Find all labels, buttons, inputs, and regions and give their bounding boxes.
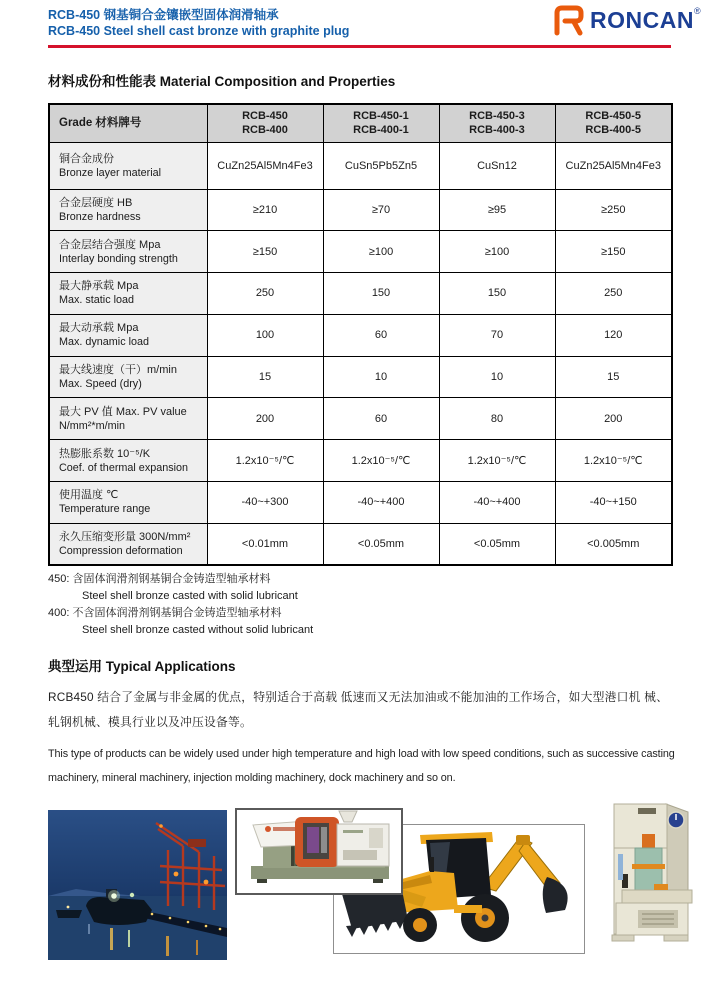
applications-paragraph-en: This type of products can be widely used under high temperature and high load with low speed conditions, such as successive casting machinery, mineral machinery, injection molding machinery, dock machinery and so on.: [48, 748, 675, 784]
registered-trademark-icon: ®: [693, 6, 701, 16]
value-cell: 200: [207, 398, 323, 440]
row-label-cell: [49, 482, 207, 524]
row-label-en: Coef. of thermal expansion: [59, 461, 189, 474]
grade-column-header: [323, 104, 439, 142]
row-label-zh: 最大线速度（干）m/min: [59, 364, 177, 377]
applications-paragraph-zh: RCB450 结合了金属与非金属的优点，特别适合于高载 低速而又无法加油或不能加油的工作场合，如大型港口机 械、轧钢机械、模具行业以及冲压设备等。: [48, 690, 669, 729]
table-row: [49, 273, 672, 315]
value-cell: 15: [555, 356, 672, 398]
grade-name: RCB-400: [242, 124, 288, 137]
value-cell: CuZn25Al5Mn4Fe3: [555, 142, 672, 189]
value-cell: 1.2x10⁻⁵/℃: [323, 440, 439, 482]
row-label-cell: [49, 189, 207, 231]
row-label-cell: [49, 273, 207, 315]
value-cell: ≥150: [207, 231, 323, 273]
injection-molding-machine-photo: [235, 808, 403, 895]
value-cell: 150: [439, 273, 555, 315]
row-label-en: Temperature range: [59, 503, 151, 516]
row-label-zh: 合金层结合强度 Mpa: [59, 238, 161, 251]
value-cell: 10: [439, 356, 555, 398]
row-label-en: Max. dynamic load: [59, 336, 150, 349]
value-cell: -40~+150: [555, 482, 672, 524]
row-label-cell: [49, 356, 207, 398]
value-cell: <0.05mm: [323, 523, 439, 565]
table-row: [49, 398, 672, 440]
row-label-zh: 最大静承载 Mpa: [59, 280, 139, 293]
grade-name: RCB-450-3: [469, 110, 525, 123]
table-row: [49, 142, 672, 189]
grade-column-header: [555, 104, 672, 142]
footnote-450-en: Steel shell bronze casted with solid lubricant: [82, 590, 298, 602]
row-label-cell: [49, 440, 207, 482]
value-cell: <0.005mm: [555, 523, 672, 565]
value-cell: 100: [207, 314, 323, 356]
footnote-400-en: Steel shell bronze casted without solid lubricant: [82, 624, 314, 636]
value-cell: 80: [439, 398, 555, 440]
row-label-cell: [49, 523, 207, 565]
footnote-400-zh: 400: 不含固体润滑剂钢基铜合金铸造型轴承材料: [48, 607, 282, 619]
value-cell: 150: [323, 273, 439, 315]
product-title-en: RCB-450 Steel shell cast bronze with graphite plug: [48, 24, 350, 38]
row-label-en: Bronze hardness: [59, 210, 141, 223]
punch-press-photo: [598, 798, 703, 958]
value-cell: 120: [555, 314, 672, 356]
section-title-applications: 典型运用 Typical Applications: [48, 659, 236, 674]
row-label-en: N/mm²*m/min: [59, 419, 125, 432]
value-cell: CuSn5Pb5Zn5: [323, 142, 439, 189]
value-cell: <0.01mm: [207, 523, 323, 565]
value-cell: -40~+400: [323, 482, 439, 524]
value-cell: CuZn25Al5Mn4Fe3: [207, 142, 323, 189]
grade-column-header: [439, 104, 555, 142]
row-label-zh: 永久压缩变形量 300N/mm²: [59, 531, 191, 544]
value-cell: 1.2x10⁻⁵/℃: [439, 440, 555, 482]
table-row: [49, 440, 672, 482]
footnote-450-zh: 450: 含固体润滑剂钢基铜合金铸造型轴承材料: [48, 573, 271, 585]
logo-wordmark: RONCAN: [590, 7, 694, 33]
table-row: [49, 189, 672, 231]
grade-header-cell: Grade 材料牌号: [49, 104, 207, 142]
grade-name: RCB-400-5: [585, 124, 642, 137]
row-label-en: Bronze layer material: [59, 166, 162, 179]
row-label-cell: [49, 314, 207, 356]
value-cell: -40~+400: [439, 482, 555, 524]
value-cell: ≥250: [555, 189, 672, 231]
row-label-zh: 最大 PV 值 Max. PV value: [59, 405, 187, 418]
value-cell: 60: [323, 398, 439, 440]
row-label-zh: 使用温度 ℃: [59, 489, 119, 502]
row-label-en: Compression deformation: [59, 545, 183, 558]
table-row: [49, 231, 672, 273]
value-cell: ≥70: [323, 189, 439, 231]
grade-name: RCB-400-3: [469, 124, 525, 137]
row-label-zh: 合金层硬度 HB: [59, 196, 133, 209]
row-label-zh: 铜合金成份: [59, 152, 114, 165]
value-cell: 250: [207, 273, 323, 315]
grade-column-header: [207, 104, 323, 142]
product-title-zh: RCB-450 钢基铜合金镶嵌型固体润滑轴承: [48, 8, 279, 22]
table-row: [49, 356, 672, 398]
properties-table: [48, 103, 673, 566]
table-row: [49, 482, 672, 524]
value-cell: <0.05mm: [439, 523, 555, 565]
value-cell: CuSn12: [439, 142, 555, 189]
row-label-cell: [49, 398, 207, 440]
value-cell: ≥210: [207, 189, 323, 231]
value-cell: 70: [439, 314, 555, 356]
value-cell: ≥100: [323, 231, 439, 273]
row-label-cell: [49, 231, 207, 273]
table-footnotes: [48, 571, 313, 639]
value-cell: 10: [323, 356, 439, 398]
grade-name: RCB-450-1: [353, 110, 409, 123]
section-title-material: 材料成份和性能表 Material Composition and Properties: [48, 74, 396, 89]
value-cell: -40~+300: [207, 482, 323, 524]
table-row: [49, 314, 672, 356]
dock-machinery-photo: [48, 810, 227, 960]
grade-name: RCB-450-5: [585, 110, 642, 123]
value-cell: 15: [207, 356, 323, 398]
grade-name: RCB-450: [242, 110, 288, 123]
table-row: [49, 523, 672, 565]
roncan-logo: [551, 4, 701, 36]
value-cell: ≥95: [439, 189, 555, 231]
row-label-en: Interlay bonding strength: [59, 252, 178, 265]
row-label-en: Max. Speed (dry): [59, 378, 142, 391]
row-label-en: Max. static load: [59, 294, 135, 307]
value-cell: ≥100: [439, 231, 555, 273]
header-divider: [48, 45, 671, 48]
value-cell: 250: [555, 273, 672, 315]
table-header-row: [49, 104, 672, 142]
value-cell: 1.2x10⁻⁵/℃: [555, 440, 672, 482]
row-label-cell: [49, 142, 207, 189]
row-label-zh: 最大动承载 Mpa: [59, 322, 139, 335]
value-cell: 60: [323, 314, 439, 356]
grade-name: RCB-400-1: [353, 124, 409, 137]
row-label-zh: 热膨胀系数 10⁻⁵/K: [59, 447, 151, 460]
page-header: [48, 7, 349, 39]
value-cell: ≥150: [555, 231, 672, 273]
roncan-logo-icon: [551, 4, 587, 36]
value-cell: 1.2x10⁻⁵/℃: [207, 440, 323, 482]
value-cell: 200: [555, 398, 672, 440]
